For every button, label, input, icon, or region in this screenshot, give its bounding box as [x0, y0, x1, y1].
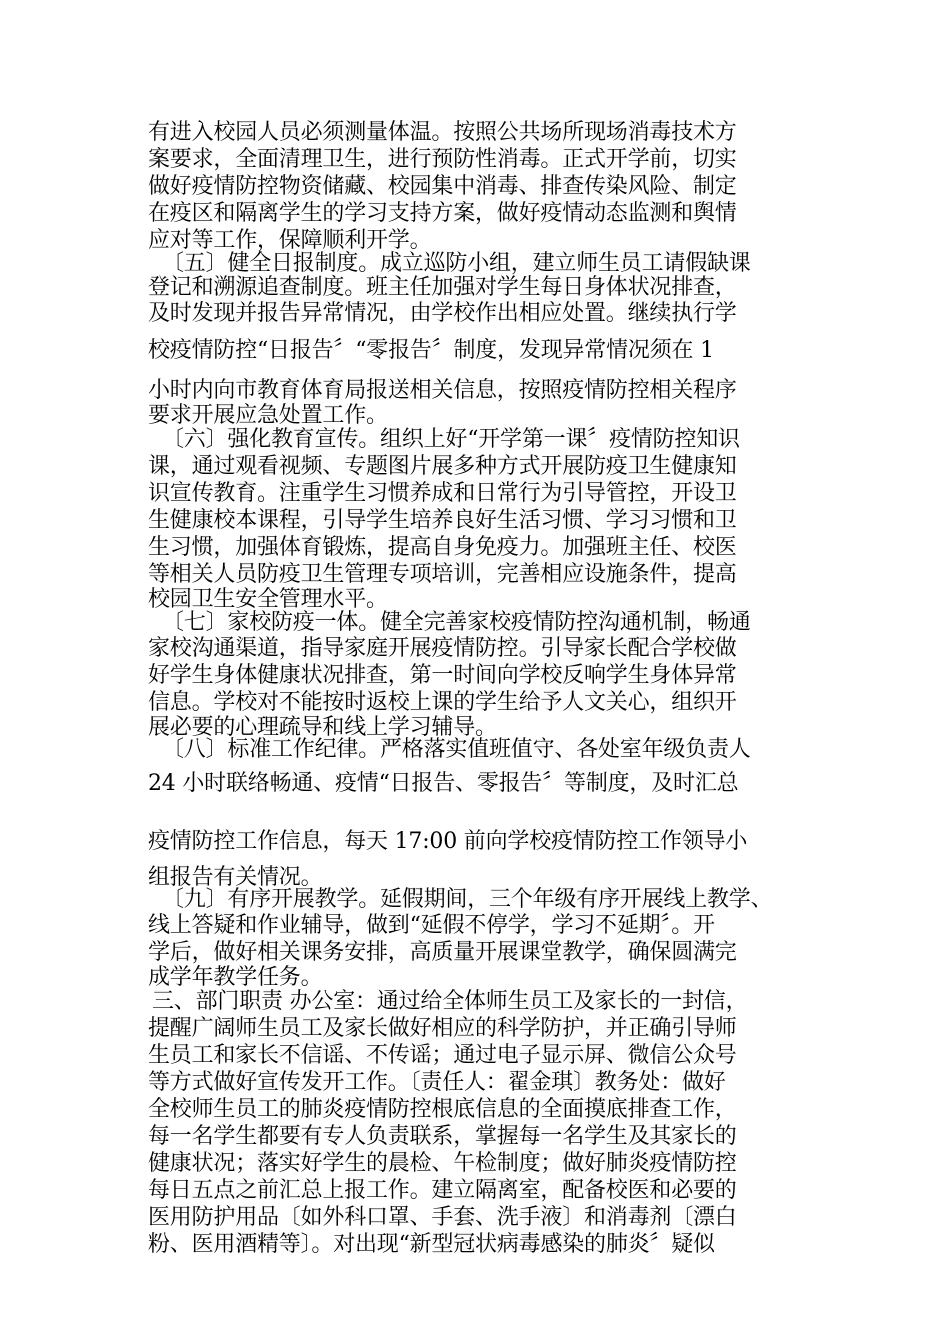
text-line: 线上答疑和作业辅导，做到“延假不停学，学习不延期〞。开 — [148, 913, 715, 938]
text-line: 成学年教学任务。 — [148, 965, 323, 990]
text-line: 信息。学校对不能按时返校上课的学生给予人文关心，组织开 — [148, 690, 737, 715]
text-line: 生习惯，加强体育锻炼，提高自身免疫力。加强班主任、校医 — [148, 535, 737, 560]
text-line: 提醒广阔师生员工及家长做好相应的科学防护，并正确引导师 — [148, 1016, 737, 1041]
text-line: 医用防护用品〔如外科口罩、手套、洗手液〕和消毒剂〔漂白 — [148, 1205, 737, 1230]
text-line: 24 小时联络畅通、疫情“日报告、零报告〞等制度，及时汇总 — [148, 771, 739, 796]
text-line: 等方式做好宣传发开工作。〔责任人：翟金琪〕教务处：做好 — [148, 1070, 726, 1095]
text-line: 有进入校园人员必须测量体温。按照公共场所现场消毒技术方 — [148, 120, 737, 145]
text-line: 登记和溯源追查制度。班主任加强对学生每日身体状况排查， — [148, 275, 737, 300]
text-line: 〔七〕家校防疫一体。健全完善家校疫情防控沟通机制，畅通 — [162, 610, 751, 635]
text-line: 生健康校本课程，引导学生培养良好生活习惯、学习习惯和卫 — [148, 508, 737, 533]
text-line: 〔五〕健全日报制度。成立巡防小组，建立师生员工请假缺课 — [162, 251, 751, 276]
text-line: 学后，做好相关课务安排，高质量开展课堂教学，确保圆满完 — [148, 940, 737, 965]
text-line: 校疫情防控“日报告〞“零报告〞制度，发现异常情况须在 1 — [148, 338, 714, 363]
text-line: 案要求，全面清理卫生，进行预防性消毒。正式开学前，切实 — [148, 147, 737, 172]
text-line: 粉、医用酒精等〕。对出现“新型冠状病毒感染的肺炎〞疑似 — [148, 1232, 715, 1257]
text-line: 生员工和家长不信谣、不传谣；通过电子显示屏、微信公众号 — [148, 1043, 737, 1068]
text-line: 小时内向市教育体育局报送相关信息，按照疫情防控相关程序 — [148, 378, 737, 403]
text-line: 健康状况；落实好学生的晨检、午检制度；做好肺炎疫情防控 — [148, 1151, 737, 1176]
text-line: 等相关人员防疫卫生管理专项培训，完善相应设施条件，提高 — [148, 562, 737, 587]
text-line: 组报告有关情况。 — [148, 865, 323, 890]
text-line: 家校沟通渠道，指导家庭开展疫情防控。引导家长配合学校做 — [148, 636, 737, 661]
text-line: 三、部门职责 办公室：通过给全体师生员工及家长的一封信， — [152, 989, 748, 1014]
text-line: 每日五点之前汇总上报工作。建立隔离室，配备校医和必要的 — [148, 1178, 737, 1203]
text-line: 应对等工作，保障顺利开学。 — [148, 228, 432, 253]
text-line: 〔八〕标准工作纪律。严格落实值班值守、各处室年级负责人 — [162, 737, 751, 762]
text-line: 及时发现并报告异常情况，由学校作出相应处置。继续执行学 — [148, 301, 737, 326]
text-line: 好学生身体健康状况排查，第一时间向学校反响学生身体异常 — [148, 663, 737, 688]
text-line: 识宣传教育。注重学生习惯养成和日常行为引导管控，开设卫 — [148, 481, 737, 506]
text-line: 〔九〕有序开展教学。延假期间，三个年级有序开展线上教学、 — [162, 887, 773, 912]
text-line: 疫情防控工作信息，每天 17:00 前向学校疫情防控工作领导小 — [148, 829, 748, 854]
text-line: 全校师生员工的肺炎疫情防控根底信息的全面摸底排查工作， — [148, 1097, 737, 1122]
text-line: 〔六〕强化教育宣传。组织上好“开学第一课〞疫情防控知识 — [162, 427, 740, 452]
text-line: 校园卫生安全管理水平。 — [148, 587, 388, 612]
text-line: 做好疫情防控物资储藏、校园集中消毒、排查传染风险、制定 — [148, 174, 737, 199]
text-line: 要求开展应急处置工作。 — [148, 403, 388, 428]
text-line: 每一名学生都要有专人负责联系，掌握每一名学生及其家长的 — [148, 1124, 737, 1149]
text-line: 在疫区和隔离学生的学习支持方案，做好疫情动态监测和舆情 — [148, 201, 737, 226]
text-line: 展必要的心理疏导和线上学习辅导。 — [148, 715, 497, 740]
text-line: 课，通过观看视频、专题图片展多种方式开展防疫卫生健康知 — [148, 454, 737, 479]
